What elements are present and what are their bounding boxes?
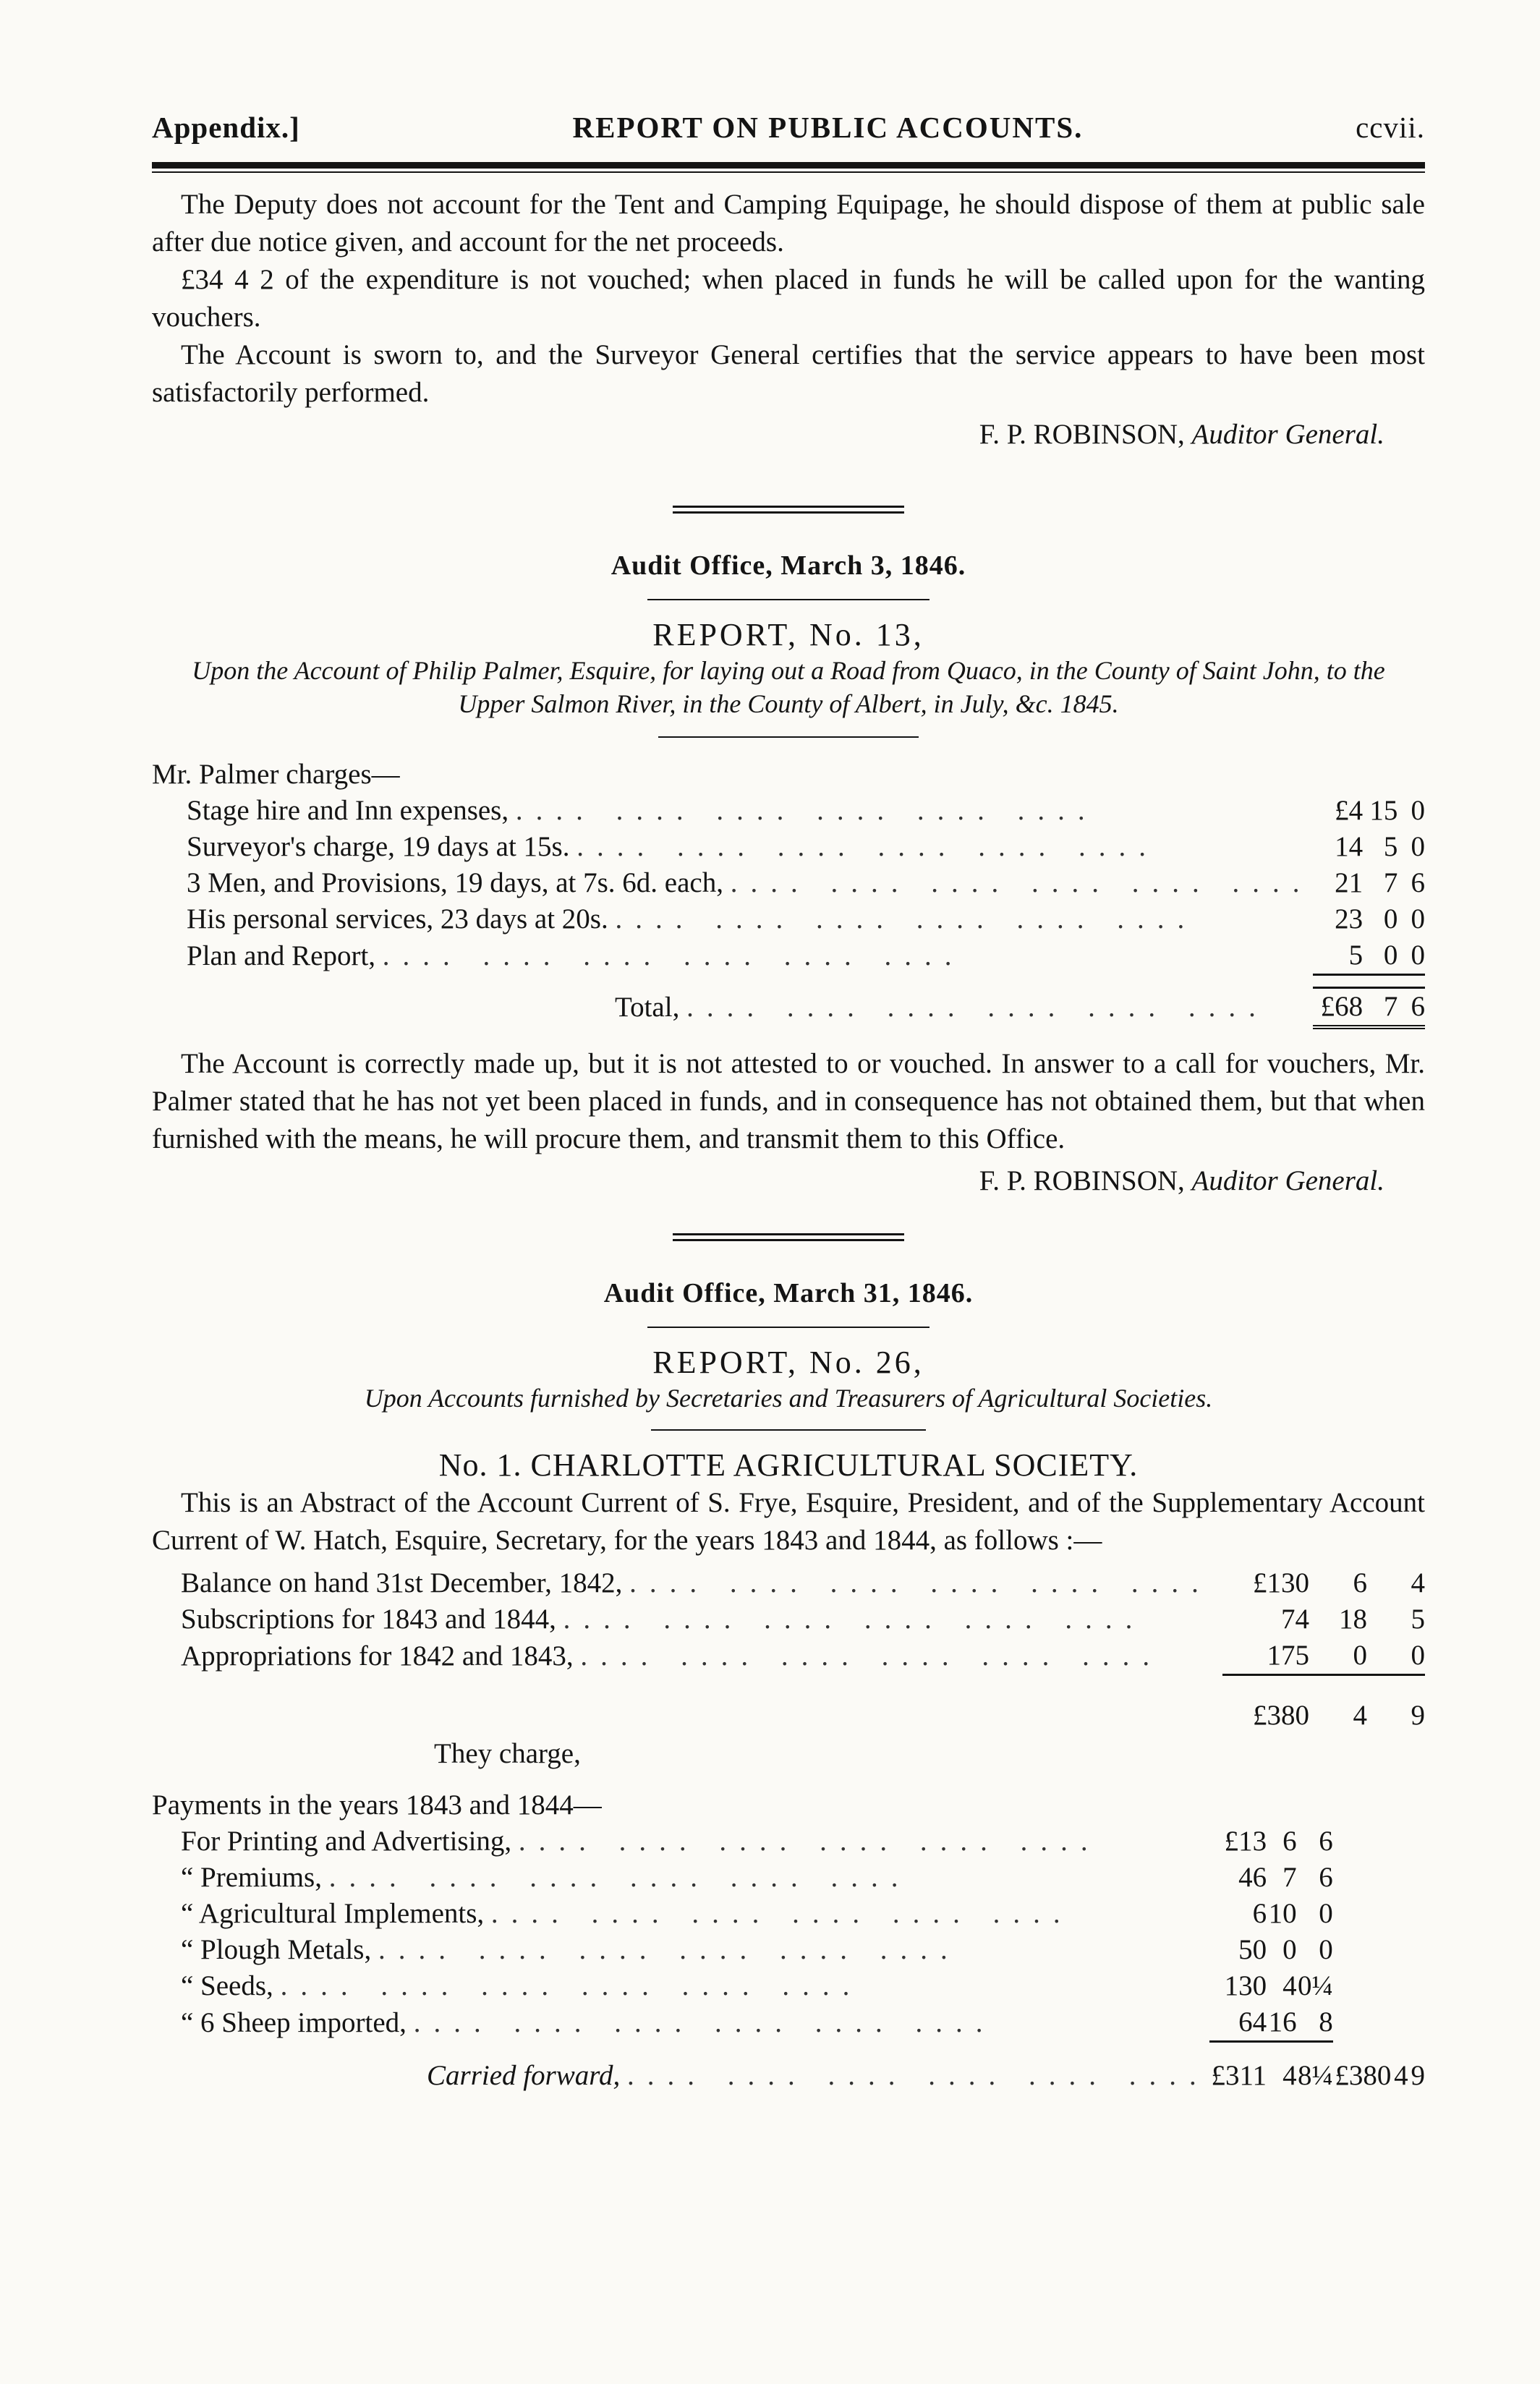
shillings: 5 [1383,831,1398,862]
header-title: REPORT ON PUBLIC ACCOUNTS. [572,111,1084,144]
leader-dots: .... .... .... .... .... .... [686,991,1269,1023]
item-label: Balance on hand 31st December, 1842, [181,1567,623,1598]
pence: 0 [1398,937,1425,975]
leader-dots: .... .... .... .... .... .... [730,867,1313,898]
shillings: 4 [1282,1970,1297,2001]
pounds: 23 [1335,903,1364,935]
report-26-title: REPORT, No. 26, [652,1345,924,1380]
intro-paragraph-1: The Deputy does not account for the Tent and Camping Equipage, he should dispose of them at public sale after due notice given, and account for the net proceeds. [152,189,1425,257]
page-number: ccvii. [1356,111,1425,144]
pounds: 74 [1281,1604,1309,1635]
item-label: Plan and Report, [187,940,376,971]
table-row [152,937,1425,975]
pence: 6 [1319,1826,1333,1857]
pounds: £4 [1335,795,1364,826]
audit-office-date-13: Audit Office, March 3, 1846. [611,550,966,581]
table-row [152,1638,1425,1675]
item-label: Stage hire and Inn expenses, [187,795,509,826]
carried-pounds-2: £380 [1335,2059,1392,2091]
carried-pence: 8¼ [1297,2059,1333,2091]
receipts-total-row [152,1698,1425,1734]
signature-title: Auditor General. [1191,419,1384,450]
pence: 6 [1319,1862,1333,1893]
pence: 0¼ [1297,1970,1333,2001]
table-row [152,2004,1425,2042]
report-26-description: Upon Accounts furnished by Secretaries and Treasurers of Agricultural Societies. [364,1384,1213,1413]
leader-dots: .... .... .... .... .... .... [518,1826,1101,1857]
leader-dots: .... .... .... .... .... .... [280,1970,863,2001]
short-rule [647,599,929,600]
payments-table [152,1787,1425,2094]
table-row [152,865,1425,901]
table-row [152,1968,1425,2004]
header-left: Appendix.] [152,111,300,144]
leader-dots: .... .... .... .... .... .... [563,1604,1146,1635]
palmer-charges-table [152,757,1425,1029]
table-row [152,1896,1425,1932]
pence: 0 [1319,1934,1333,1965]
total-shillings: 7 [1363,988,1398,1028]
carried-forward-label: Carried forward, [427,2059,621,2091]
signature-name: F. P. ROBINSON, [979,1165,1185,1196]
item-label: “ 6 Sheep imported, [181,2006,407,2038]
carried-shillings-2: 4 [1394,2059,1408,2091]
item-label: “ Agricultural Implements, [181,1898,485,1929]
section-divider [673,506,904,514]
society-heading: No. 1. CHARLOTTE AGRICULTURAL SOCIETY. [438,1447,1139,1483]
short-rule [658,736,919,738]
total-pounds: £380 [1253,1700,1309,1731]
payments-lead: Payments in the years 1843 and 1844— [152,1789,602,1821]
pounds: £130 [1253,1567,1309,1598]
item-label: “ Plough Metals, [181,1934,372,1965]
shillings: 7 [1383,867,1398,898]
item-label: Subscriptions for 1843 and 1844, [181,1604,556,1635]
leader-dots: .... .... .... .... .... .... [615,903,1198,935]
carried-forward-row [152,2058,1425,2094]
shillings: 10 [1268,1898,1297,1929]
item-label: 3 Men, and Provisions, 19 days, at 7s. 6d. each, [187,867,723,898]
table-row [152,829,1425,865]
carried-pence-2: 9 [1411,2059,1425,2091]
intro-paragraph-2: £34 4 2 of the expenditure is not vouched; when placed in funds he will be called upon for the wanting vouchers. [152,264,1425,333]
item-label: “ Seeds, [181,1970,273,2001]
pounds: 5 [1313,937,1364,975]
shillings: 0 [1363,937,1398,975]
pence: 5 [1411,1604,1425,1635]
pence: 0 [1411,795,1425,826]
pence: 8 [1297,2004,1333,2042]
leader-dots: .... .... .... .... .... .... [382,940,965,971]
table-row [152,1565,1425,1601]
total-pence: 6 [1398,988,1425,1028]
leader-dots: .... .... .... .... .... .... [328,1862,911,1893]
shillings: 7 [1282,1862,1297,1893]
pence: 0 [1411,903,1425,935]
pence: 0 [1319,1898,1333,1929]
table-row [152,1860,1425,1896]
shillings: 15 [1369,795,1398,826]
pounds: 6 [1252,1898,1267,1929]
shillings: 16 [1267,2004,1297,2042]
header-rule-thick [152,162,1425,169]
item-label: His personal services, 23 days at 20s. [187,903,608,935]
leader-dots: .... .... .... .... .... .... [378,1934,961,1965]
carried-pounds: £311 [1211,2059,1267,2091]
short-rule [651,1429,926,1431]
total-pence: 9 [1411,1700,1425,1731]
pounds: 14 [1335,831,1364,862]
shillings: 0 [1353,1640,1367,1671]
section-divider [673,1233,904,1241]
item-label: For Printing and Advertising, [181,1826,512,1857]
pounds: £13 [1224,1826,1267,1857]
table-row [152,1823,1425,1860]
pounds: 64 [1209,2004,1267,2042]
pounds: 21 [1335,867,1364,898]
short-rule [647,1327,929,1328]
table-row [152,1932,1425,1968]
leader-dots: .... .... .... .... .... .... [580,1640,1163,1672]
shillings: 6 [1282,1826,1297,1857]
signature-title: Auditor General. [1191,1165,1384,1196]
document-page [152,108,1425,2094]
pence: 0 [1411,1640,1425,1671]
they-charge: They charge, [434,1738,581,1769]
signature-2 [152,1162,1425,1200]
pence: 0 [1411,831,1425,862]
pence: 4 [1411,1567,1425,1598]
shillings: 0 [1383,903,1398,935]
total-shillings: 4 [1353,1700,1367,1731]
pounds: 50 [1238,1934,1267,1965]
pounds: 130 [1224,1970,1267,2001]
shillings: 6 [1353,1567,1367,1598]
item-label: Appropriations for 1842 and 1843, [181,1640,574,1672]
shillings: 18 [1339,1604,1367,1635]
report-13-paragraph: The Account is correctly made up, but it is not attested to or vouched. In answer to a call for vouchers, Mr. Palmer stated that he has not yet been placed in funds, and in consequence has not obtained them, but that when furnished with the means, he will procure them, and transmit them to this Office. [152,1048,1425,1154]
report-26-paragraph: This is an Abstract of the Account Current of S. Frye, Esquire, President, and of the Supplementary Account Current of W. Hatch, Esquire, Secretary, for the years 1843 and 1844, as follows :— [152,1487,1425,1556]
leader-dots: .... .... .... .... .... .... [577,831,1159,862]
leader-dots: .... .... .... .... .... .... [627,2059,1209,2091]
item-label: “ Premiums, [181,1862,322,1893]
table-row [152,1601,1425,1638]
pence: 6 [1411,867,1425,898]
total-pounds: £68 [1313,988,1364,1028]
header-rule-thin [152,171,1425,173]
receipts-table [152,1565,1425,1734]
table-row [152,901,1425,937]
pounds: 175 [1267,1640,1309,1671]
signature-name: F. P. ROBINSON, [979,419,1185,450]
report-13-title: REPORT, No. 13, [652,617,924,652]
leader-dots: .... .... .... .... .... .... [490,1898,1073,1929]
carried-shillings: 4 [1282,2059,1297,2091]
item-label: Surveyor's charge, 19 days at 15s. [187,831,570,862]
intro-paragraph-3: The Account is sworn to, and the Surveyor General certifies that the service appears to have been most satisfactorily performed. [152,339,1425,408]
total-label: Total, [615,991,680,1023]
leader-dots: .... .... .... .... .... .... [629,1567,1212,1598]
pounds: 46 [1238,1862,1267,1893]
leader-dots: .... .... .... .... .... .... [413,2006,996,2038]
audit-office-date-26: Audit Office, March 31, 1846. [603,1278,974,1308]
running-header [152,108,1425,146]
signature-1 [152,416,1425,454]
table-row [152,793,1425,829]
leader-dots: .... .... .... .... .... .... [515,795,1098,826]
shillings: 0 [1282,1934,1297,1965]
palmer-charges-lead: Mr. Palmer charges— [152,759,400,790]
total-row [152,988,1425,1028]
report-13-description: Upon the Account of Philip Palmer, Esquire, for laying out a Road from Quaco, in the County of Saint John, to the Upper Salmon River, in the County of Albert, in July, &c. 1845. [192,656,1385,718]
